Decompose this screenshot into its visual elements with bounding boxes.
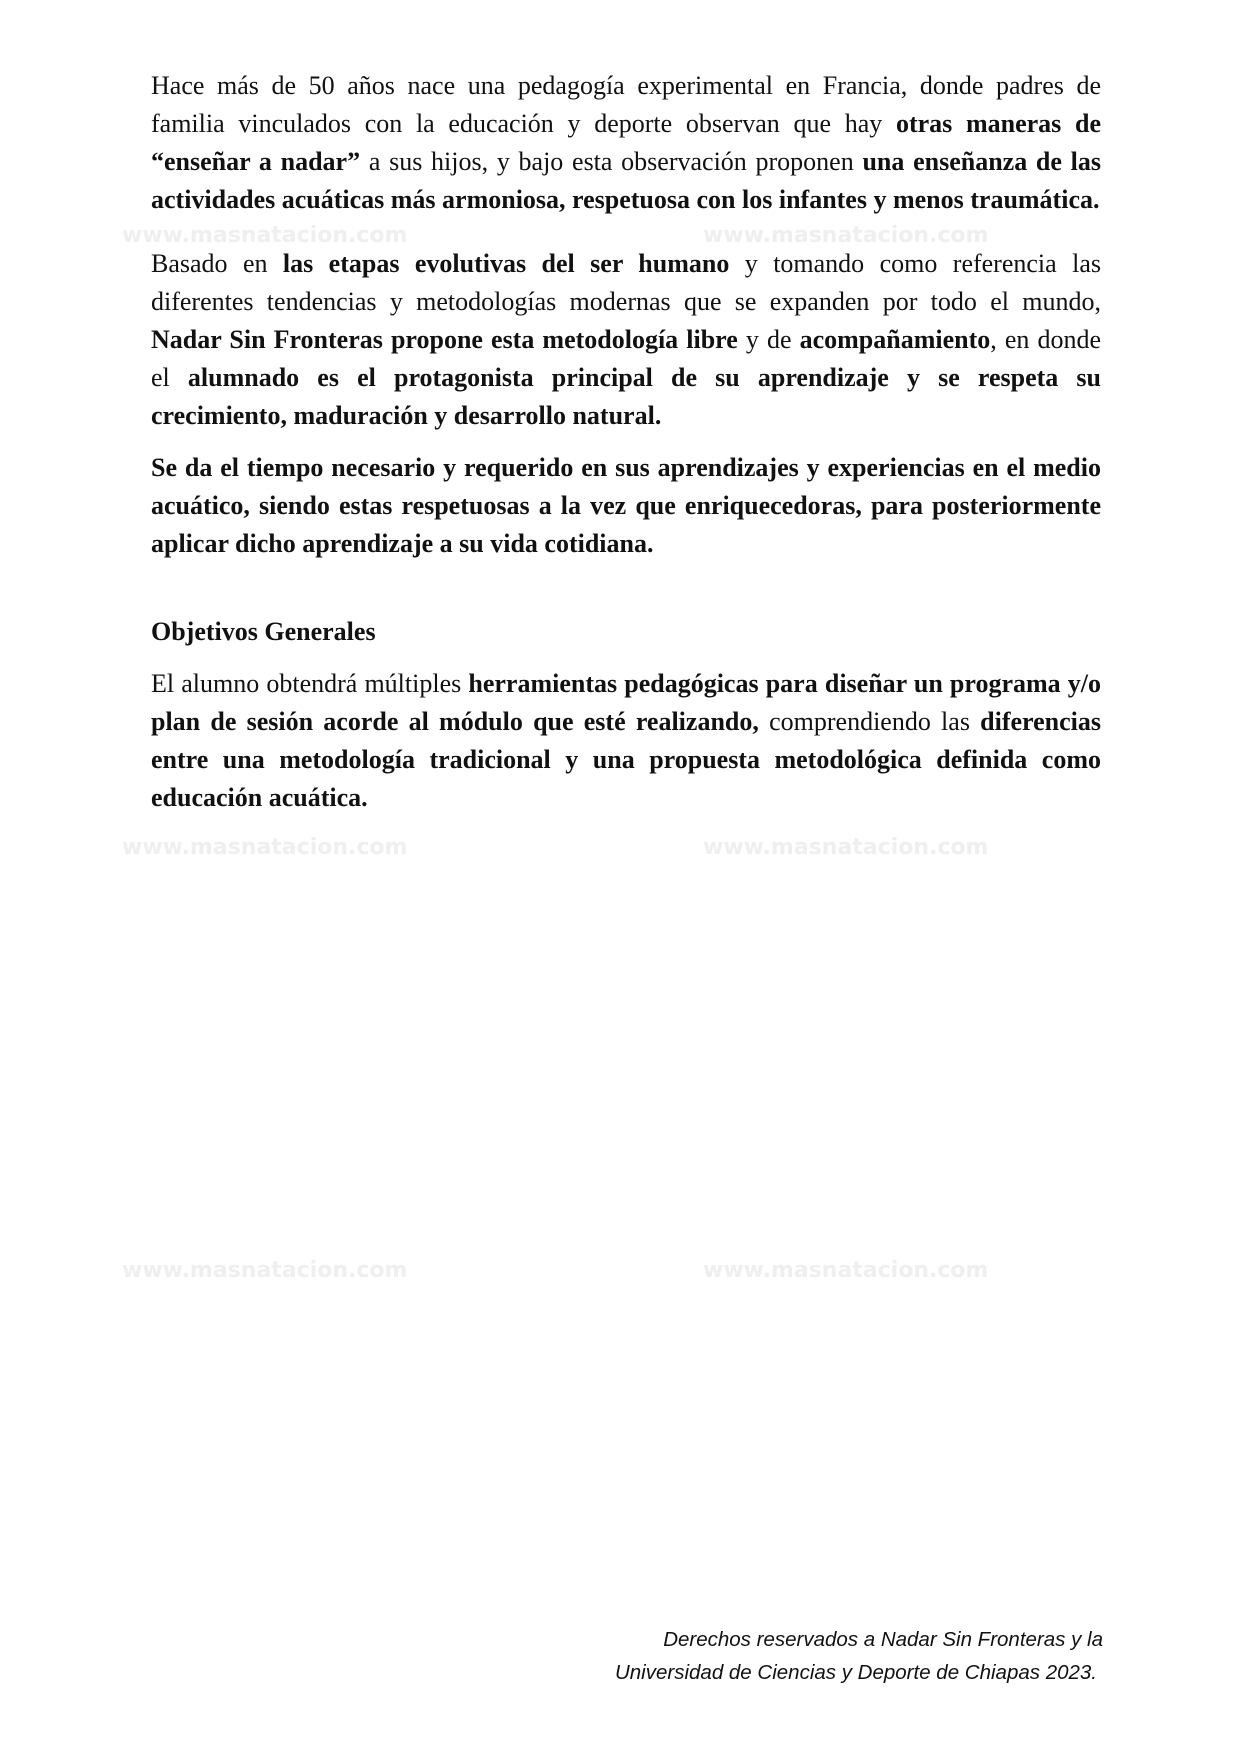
bold-segment: herramientas pedagógicas para diseñar un programa y/o plan de sesión acorde al módulo que esté realizando, bbox=[151, 669, 1101, 736]
watermark: www.masnatacion.com bbox=[122, 223, 408, 248]
footer-line-2: Universidad de Ciencias y Deporte de Chiapas 2023. bbox=[614, 1661, 1097, 1684]
text-segment: Basado en bbox=[151, 249, 283, 278]
bold-segment: alumnado es el protagonista principal de su aprendizaje y se respeta su crecimiento, maduración y desarrollo natural. bbox=[151, 363, 1101, 430]
footer-copyright bbox=[615, 1623, 1103, 1689]
document-body bbox=[0, 0, 1243, 877]
text-segment: El alumno obtendrá múltiples bbox=[151, 669, 469, 698]
text-segment: a sus hijos, y bajo esta observación proponen bbox=[360, 147, 863, 176]
bold-segment: Nadar Sin Fronteras propone esta metodología libre bbox=[151, 325, 738, 354]
bold-segment: una enseñanza de las actividades acuáticas más armoniosa, respetuosa con los infantes y menos traumática. bbox=[151, 147, 1101, 214]
bold-segment: diferencias entre una metodología tradicional y una propuesta metodológica definida como educación acuática. bbox=[151, 707, 1102, 812]
watermark-row bbox=[122, 817, 1101, 877]
text-segment: comprendiendo las bbox=[758, 707, 981, 736]
section-heading: Objetivos Generales bbox=[151, 617, 376, 646]
watermark: www.masnatacion.com bbox=[122, 835, 408, 860]
time-paragraph: Se da el tiempo necesario y requerido en sus aprendizajes y experiencias en el medio acuático, siendo estas respetuosas a la vez que enriquecedoras, para posteriormente aplicar dicho aprendizaje a su vida cotidiana. bbox=[151, 453, 1101, 558]
watermark: www.masnatacion.com bbox=[703, 1258, 989, 1283]
bold-segment: acompañamiento bbox=[799, 325, 991, 354]
text-segment: Hace más de 50 años nace una pedagogía experimental en Francia, donde padres de familia vinculados con la educación y deporte observan que hay bbox=[151, 71, 1101, 138]
watermark: www.masnatacion.com bbox=[703, 835, 989, 860]
text-segment: y de bbox=[737, 325, 800, 354]
bold-segment: las etapas evolutivas del ser humano bbox=[282, 249, 730, 278]
watermark: www.masnatacion.com bbox=[703, 223, 989, 248]
methodology-paragraph bbox=[151, 245, 1101, 435]
text-segment: , en donde el bbox=[151, 325, 1101, 392]
footer-line-1: Derechos reservados a Nadar Sin Fronteras y la bbox=[663, 1628, 1103, 1651]
watermark-row bbox=[122, 1258, 1101, 1288]
bold-segment: otras maneras de “enseñar a nadar” bbox=[151, 109, 1101, 176]
text-segment: y tomando como referencia las diferentes tendencias y metodologías modernas que se expanden por todo el mundo, bbox=[151, 249, 1101, 316]
intro-paragraph bbox=[151, 67, 1101, 219]
objectives-paragraph bbox=[151, 665, 1101, 817]
watermark: www.masnatacion.com bbox=[122, 1258, 408, 1283]
